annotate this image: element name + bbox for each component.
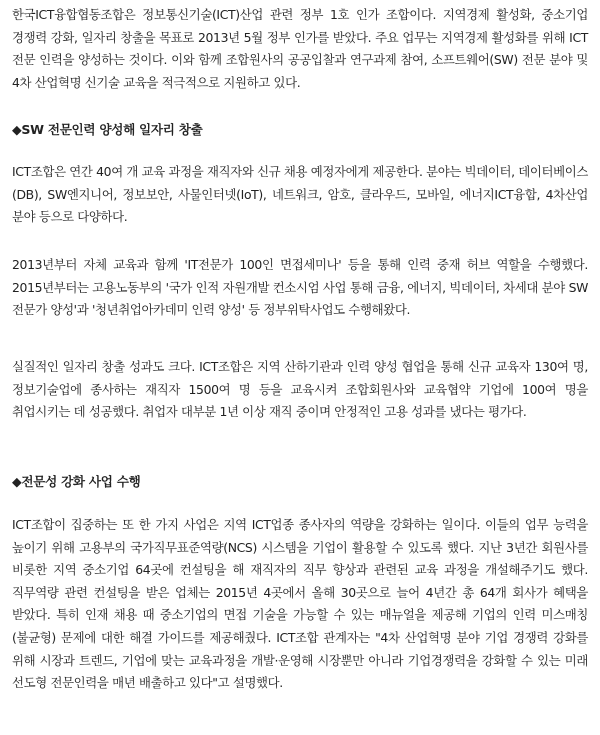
paragraph-brokerage-hub: 2013년부터 자체 교육과 함께 'IT전문가 100인 면접세미나' 등을 통해 인력 중재 허브 역할을 수행했다. 2015년부터는 고용노동부의 '국가 인적 자원개발 컨소시엄 사업 통해 금융, 에너지, 빅데이터, 차세대 분야 SW 전문가 양성'과 '청년취업아카데미 인력 양성' 등 정부위탁사업도 수행해왔다. xyxy=(12,257,588,318)
section-heading-expertise: ◆전문성 강화 사업 수행 xyxy=(12,474,141,489)
section-heading-sw-training: ◆SW 전문인력 양성해 일자리 창출 xyxy=(12,122,203,137)
intro-paragraph: 한국ICT융합협동조합은 정보통신기술(ICT)산업 관련 정부 1호 인가 조합이다. 지역경제 활성화, 중소기업 경쟁력 강화, 일자리 창출을 목표로 2013년 5월 정부 인가를 받았다. 주요 업무는 지역경제 활성화를 위해 ICT 전문 인력을 양성하는 것이다. 이와 함께 조합원사의 공공입찰과 연구과제 참여, 소프트웨어(SW) 전문 분야 및 4차 산업혁명 신기술 교육을 적극적으로 지원하고 있다. xyxy=(12,7,588,90)
paragraph-job-creation: 실질적인 일자리 창출 성과도 크다. ICT조합은 지역 산하기관과 인력 양성 협업을 통해 신규 교육자 130여 명, 정보기술업에 종사하는 재직자 1500여 명 등을 교육시켜 조합회원사와 교육협약 기업에 100여 명을 취업시키는 데 성공했다. 취업자 대부분 1년 이상 재직 중이며 안정적인 고용 성과를 냈다는 평가다. xyxy=(12,359,588,420)
paragraph-expertise-projects: ICT조합이 집중하는 또 한 가지 사업은 지역 ICT업종 종사자의 역량을 강화하는 일이다. 이들의 업무 능력을 높이기 위해 고용부의 국가직무표준역량(NCS) 시스템을 기업이 활용할 수 있도록 했다. 지난 3년간 회원사를 비롯한 지역 중소기업 64곳에 컨설팅을 해 재직자의 직무 향상과 관련된 교육 과정을 개설해주기도 했다. 직무역량 관련 컨설팅을 받은 업체는 2015년 4곳에서 올해 30곳으로 늘어 4년간 총 64개 회사가 혜택을 받았다. 특히 인재 채용 때 중소기업의 면접 기술을 가능할 수 있는 매뉴얼을 제공해 기업의 인력 미스매칭(불균형) 문제에 대한 해결 가이드를 제공해줬다. ICT조합 관계자는 "4차 산업혁명 분야 기업 경쟁력 강화를 위해 시장과 트렌드, 기업에 맞는 교육과정을 개발·운영해 시장뿐만 아니라 기업경쟁력을 강화할 수 있는 미래 선도형 전문인력을 매년 배출하고 있다"고 설명했다. xyxy=(12,517,588,691)
paragraph-training-programs: ICT조합은 연간 40여 개 교육 과정을 재직자와 신규 채용 예정자에게 제공한다. 분야는 빅데이터, 데이터베이스(DB), SW엔지니어, 정보보안, 사물인터넷(IoT), 네트워크, 암호, 클라우드, 모바일, 에너지ICT융합, 4차산업 분야 등으로 다양하다. xyxy=(12,164,588,225)
